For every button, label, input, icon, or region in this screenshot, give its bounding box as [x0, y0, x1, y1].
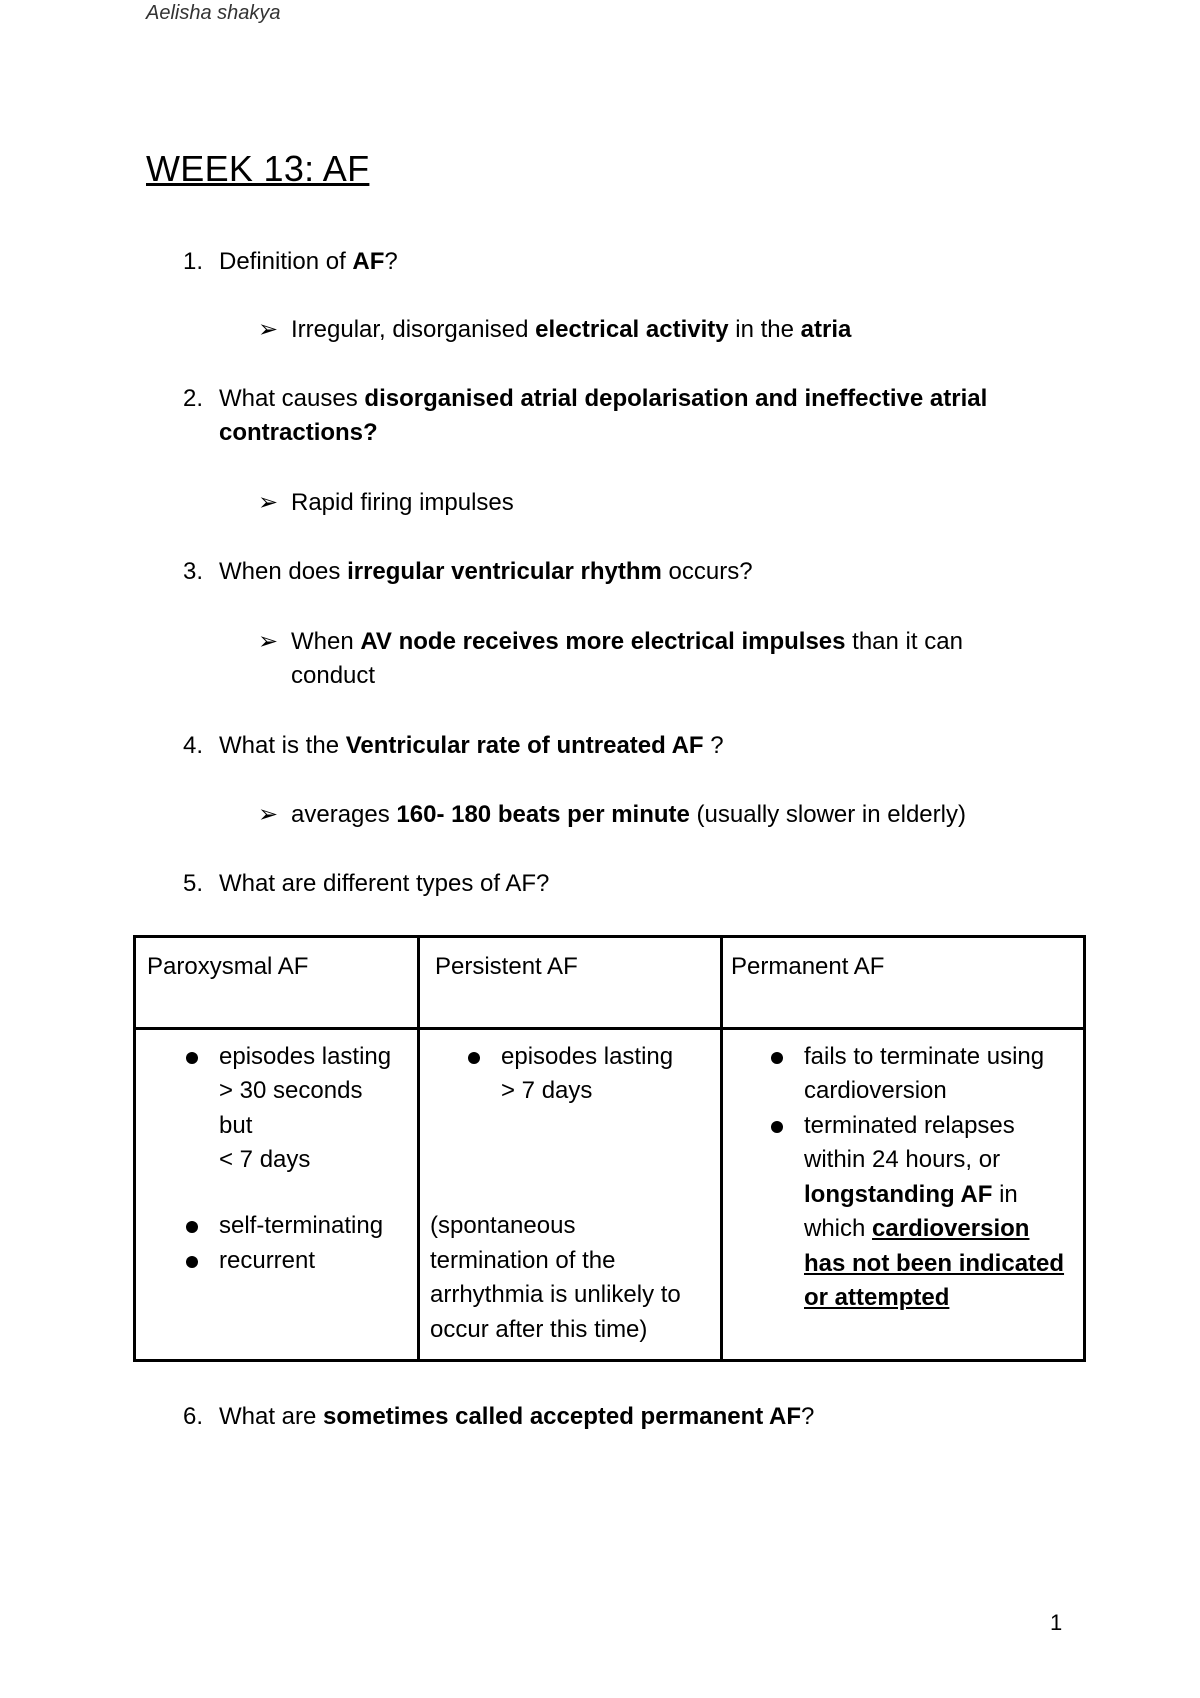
arrow-bullet-icon: ➢ — [258, 801, 279, 828]
cell-text: terminated relapses — [804, 1112, 1015, 1139]
answer-text: Irregular, disorganised electrical activity in the atria — [291, 316, 852, 343]
bullet-icon — [186, 1256, 198, 1268]
cell-text: longstanding AF in — [804, 1181, 1018, 1208]
question-text: What is the Ventricular rate of untreated AF ? — [219, 732, 724, 759]
cell-text: (spontaneous — [430, 1212, 576, 1239]
cell-text: within 24 hours, or — [804, 1146, 1001, 1173]
question-number: 3. — [183, 558, 204, 585]
question-number: 6. — [183, 1403, 204, 1430]
header-persistent: Persistent AF — [435, 953, 578, 980]
table-divider — [720, 938, 723, 1359]
bullet-icon — [771, 1121, 783, 1133]
cell-text: arrhythmia is unlikely to — [430, 1281, 681, 1308]
answer-text: Rapid firing impulses — [291, 489, 514, 516]
page-title: WEEK 13: AF — [146, 148, 370, 189]
arrow-bullet-icon: ➢ — [258, 489, 279, 516]
cell-text: which cardioversion — [804, 1215, 1030, 1242]
question-text: What causes disorganised atrial depolarisation and ineffective atrial — [219, 385, 988, 412]
answer-text: averages 160- 180 beats per minute (usually slower in elderly) — [291, 801, 966, 828]
cell-text: termination of the — [430, 1247, 616, 1274]
cell-text: but — [219, 1112, 253, 1139]
cell-text: > 7 days — [501, 1077, 593, 1104]
question-text: When does irregular ventricular rhythm occurs? — [219, 558, 753, 585]
cell-text: < 7 days — [219, 1146, 311, 1173]
cell-text: episodes lasting — [501, 1043, 674, 1070]
af-types-table — [133, 935, 1086, 1362]
header-permanent: Permanent AF — [731, 953, 885, 980]
cell-text: has not been indicated — [804, 1250, 1065, 1277]
question-number: 4. — [183, 732, 204, 759]
table-divider — [417, 938, 420, 1359]
question-number: 2. — [183, 385, 204, 412]
question-text: What are different types of AF? — [219, 870, 550, 897]
question-text: Definition of AF? — [219, 248, 398, 275]
question-number: 1. — [183, 248, 204, 275]
cell-text: fails to terminate using — [804, 1043, 1045, 1070]
arrow-bullet-icon: ➢ — [258, 316, 279, 343]
cell-text: > 30 seconds — [219, 1077, 363, 1104]
table-divider — [136, 1027, 1083, 1030]
cell-text: or attempted — [804, 1284, 950, 1311]
page-number: 1 — [1050, 1610, 1063, 1635]
bullet-icon — [186, 1221, 198, 1233]
cell-text: episodes lasting — [219, 1043, 392, 1070]
header-paroxysmal: Paroxysmal AF — [147, 953, 309, 980]
bullet-icon — [771, 1052, 783, 1064]
bullet-icon — [468, 1052, 480, 1064]
cell-text: self-terminating — [219, 1212, 384, 1239]
document-page: Aelisha shakya WEEK 13: AF 1. Definition of AF? ➢ Irregular, disorganised electrical activity in the atria 2. What causes disorganised atrial depolarisation and ineffective atrial contractions? ➢ Rapid firing impulses 3. When does irregular ventricular rhythm occurs? ➢ When AV node receives more electrical impulses than it can conduct 4. What is the Ventricular rate of untreated AF ? ➢ averages 160- 180 beats per minute (usually slower in elderly) 5. What are different types of AF? Paroxysmal AF Persistent AF Permanent AF episodes lasting > 30 seconds but < 7 days self-terminating recurrent episodes lasting > 7 days (spontaneous termination of the arrhythmia is unlikely to occur after this time) fails to terminate using cardioversion terminated relapses within 24 hours, or longstanding AF in which cardioversion has not been indicated or attempted 6. What are sometimes called accepted permanent AF? 1 — [0, 0, 1200, 1698]
cell-text: recurrent — [219, 1247, 316, 1274]
arrow-bullet-icon: ➢ — [258, 628, 279, 655]
cell-text: occur after this time) — [430, 1316, 648, 1343]
question-number: 5. — [183, 870, 204, 897]
cell-text: cardioversion — [804, 1077, 947, 1104]
bullet-icon — [186, 1052, 198, 1064]
answer-text: When AV node receives more electrical impulses than it can — [291, 628, 963, 655]
author-header: Aelisha shakya — [146, 2, 281, 24]
question-text: What are sometimes called accepted permanent AF? — [219, 1403, 815, 1430]
